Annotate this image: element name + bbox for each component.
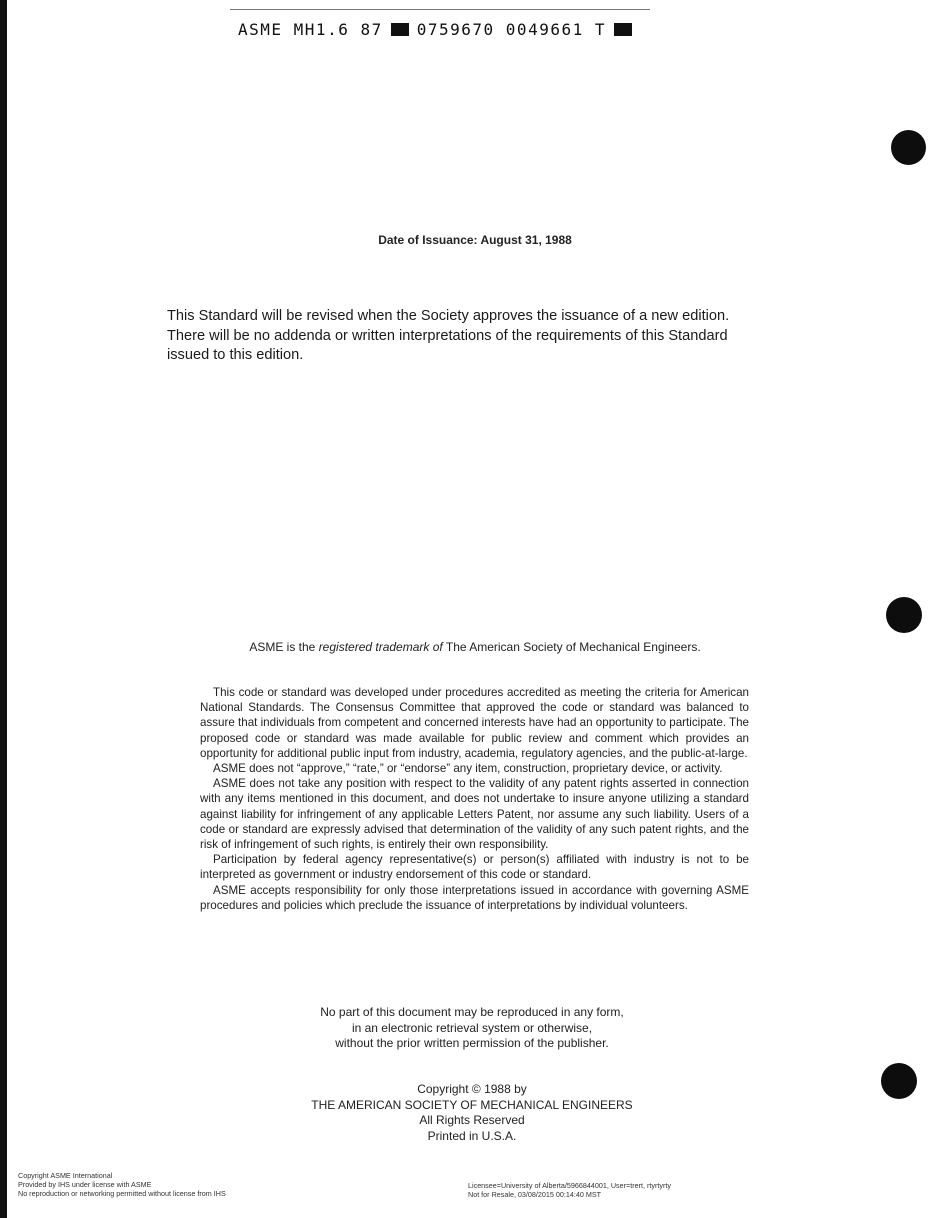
reproduction-notice <box>0 1005 944 1052</box>
reproduction-line: without the prior written permission of the publisher. <box>335 1036 609 1050</box>
footer-left-line: Copyright ASME International <box>18 1171 113 1180</box>
date-of-issuance: Date of Issuance: August 31, 1988 <box>378 233 572 247</box>
redaction-block-2 <box>614 23 632 36</box>
copyright-printed: Printed in U.S.A. <box>427 1128 517 1143</box>
punch-hole-top <box>891 130 926 165</box>
copyright-publisher: THE AMERICAN SOCIETY OF MECHANICAL ENGINEERS <box>311 1097 633 1112</box>
notice-paragraph-interpretations: ASME accepts responsibility for only those interpretations issued in accordance with governing ASME procedures and policies which preclude the issuance of interpretations by individual volunteers. <box>200 883 749 912</box>
trademark-statement <box>0 640 950 654</box>
document-code-header <box>238 20 678 44</box>
revision-notice <box>167 307 797 366</box>
trademark-part1: ASME is the <box>249 640 319 654</box>
document-code-part1: ASME MH1.6 87 <box>238 20 383 39</box>
footer-left-line: Provided by IHS under license with ASME <box>18 1180 152 1189</box>
copyright-line: Copyright © 1988 by <box>417 1082 527 1096</box>
document-code-part2: 0759670 0049661 T <box>416 20 606 39</box>
revision-notice-line: This Standard will be revised when the Society approves the issuance of a new edition. <box>167 308 730 324</box>
revision-notice-line: There will be no addenda or written interpretations of the requirements of this Standard <box>167 327 728 344</box>
reproduction-line: No part of this document may be reproduced in any form, <box>320 1005 624 1019</box>
footer-right-line: Licensee=University of Alberta/5966844001, User=trert, rtyrtyrty <box>468 1181 671 1190</box>
punch-hole-middle <box>886 597 922 633</box>
copyright-block <box>0 1082 944 1144</box>
revision-notice-line: issued to this edition. <box>167 347 304 363</box>
notice-paragraph-accreditation: This code or standard was developed under procedures accredited as meeting the criteria for American National Standards. The Consensus Committee that approved the code or standard was balanced to assure that individuals from competent and concerned interests have had an opportunity to participate. The proposed code or standard was made available for public review and comment which provides an opportunity for additional public input from industry, academia, regulatory agencies, and the public-at-large. <box>200 686 749 760</box>
trademark-part3: The American Society of Mechanical Engineers. <box>442 640 701 654</box>
footer-right-line: Not for Resale, 03/08/2015 00:14:40 MST <box>468 1190 602 1199</box>
footer-left-line: No reproduction or networking permitted without license from IHS <box>18 1189 226 1198</box>
scan-edge-top <box>230 9 650 10</box>
reproduction-line: in an electronic retrieval system or otherwise, <box>351 1020 593 1035</box>
notice-paragraph-participation: Participation by federal agency representative(s) or person(s) affiliated with industry is not to be interpreted as government or industry endorsement of this code or standard. <box>200 853 749 882</box>
notice-paragraph-approval: ASME does not “approve,” “rate,” or “endorse” any item, construction, proprietary device, or activity. <box>213 762 723 776</box>
notice-paragraph-patents: ASME does not take any position with respect to the validity of any patent rights asserted in connection with any items mentioned in this document, and does not undertake to insure anyone utilizing a standard against liability for infringement of any applicable Letters Patent, nor assume any such liability. Users of a code or standard are expressly advised that determination of the validity of any such patent rights, and the risk of infringement of such rights, is entirely their own responsibility. <box>200 777 749 852</box>
footer-license-right <box>468 1181 788 1199</box>
trademark-part2: registered trademark of <box>318 640 443 654</box>
footer-license-left <box>18 1171 318 1198</box>
legal-notice <box>200 685 749 913</box>
redaction-block-1 <box>391 23 409 36</box>
copyright-rights: All Rights Reserved <box>419 1113 525 1127</box>
